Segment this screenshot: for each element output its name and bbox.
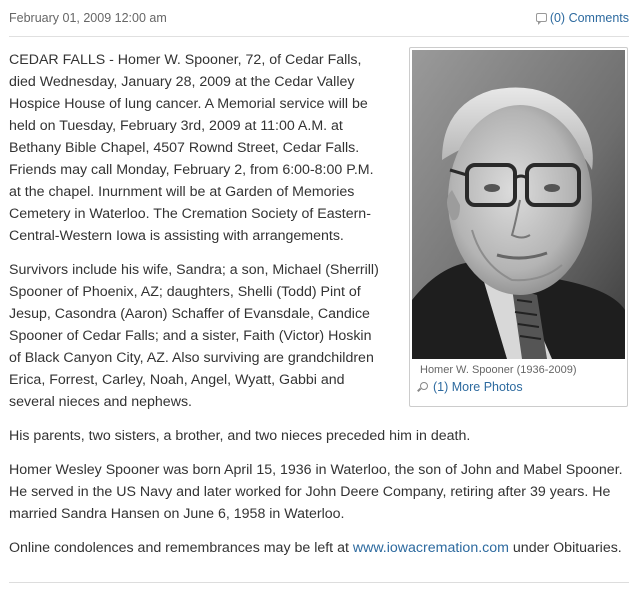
more-photos-label: (1) More Photos xyxy=(433,380,523,394)
photo-box xyxy=(409,47,628,407)
paragraph-announcement: CEDAR FALLS - Homer W. Spooner, 72, of Cedar Falls, died Wednesday, January 28, 2009 at the Cedar Valley Hospice House of lung cancer. A Memorial service will be held on Tuesday, February 3rd, 2009 at 11:00 A.M. at Bethany Bible Chapel, 4507 Rownd Street, Cedar Falls. Friends may call Monday, February 2, from 6:00-8:00 P.M. at the chapel. Inurnment will be at Garden of Memories Cemetery in Waterloo. The Cremation Society of Eastern-Central-Western Iowa is assisting with arrangements. xyxy=(9,52,374,244)
more-photos-link[interactable] xyxy=(420,380,523,394)
photo-caption: Homer W. Spooner (1936-2009) xyxy=(420,364,577,376)
article-meta xyxy=(9,11,629,29)
portrait-photo[interactable] xyxy=(412,50,625,359)
top-divider xyxy=(9,36,629,37)
comments-label: (0) Comments xyxy=(549,11,629,25)
publish-date: February 01, 2009 12:00 am xyxy=(9,11,167,25)
condolences-text-after: under Obituaries. xyxy=(508,540,622,556)
paragraph-preceded: His parents, two sisters, a brother, and two nieces preceded him in death. xyxy=(9,428,471,444)
comment-icon xyxy=(536,13,547,22)
magnifier-icon xyxy=(420,382,428,390)
bottom-divider xyxy=(9,582,629,583)
paragraph-condolences xyxy=(9,537,629,559)
cremation-website-link[interactable]: www.iowacremation.com xyxy=(352,540,509,556)
paragraph-survivors: Survivors include his wife, Sandra; a son, Michael (Sherrill) Spooner of Phoenix, AZ; daughters, Shelli (Todd) Pint of Jesup, Casondra (Aaron) Schaffer of Evansdale, Candice Spooner of Cedar Falls; and a sister, Faith (Victor) Hoskin of Black Canyon City, AZ. Also surviving are grandchildren Erica, Forrest, Carley, Noah, Angel, Wyatt, Gabbi and several nieces and nephews. xyxy=(9,262,379,410)
condolences-text-before: Online condolences and remembrances may be left at xyxy=(9,540,353,556)
paragraph-biography: Homer Wesley Spooner was born April 15, 1936 in Waterloo, the son of John and Mabel Spooner. He served in the US Navy and later worked for John Deere Company, retiring after 39 years. He married Sandra Hansen on June 6, 1958 in Waterloo. xyxy=(9,462,623,522)
comments-link[interactable] xyxy=(536,11,629,25)
